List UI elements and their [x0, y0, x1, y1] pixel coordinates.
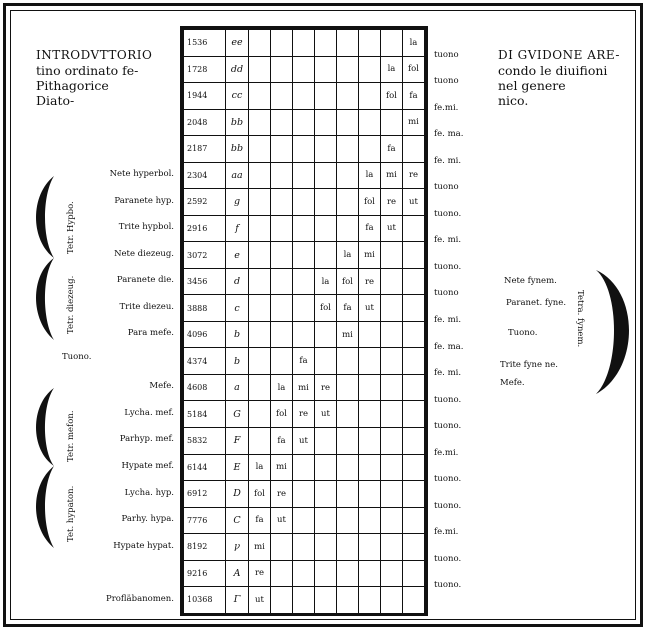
ratio-number: 4608	[184, 374, 226, 401]
note-name: Trite diezeu.	[119, 301, 174, 312]
gamut-letter: bb	[226, 136, 249, 163]
interval-label: tuono.	[434, 208, 462, 219]
solmization-cell: fa	[337, 295, 359, 322]
note-name: Para mefe.	[127, 328, 174, 339]
note-name: Trite hypbol.	[118, 222, 174, 233]
gamut-letter: C	[226, 507, 249, 534]
solmization-cell: re	[271, 481, 293, 508]
gamut-letter: cc	[226, 83, 249, 110]
solmization-cell: la	[315, 268, 337, 295]
solmization-cell: re	[359, 268, 381, 295]
solmization-cell: fa	[381, 136, 403, 163]
gamut-letter: Γ	[226, 587, 249, 614]
syn-mefe: Mefe.	[500, 378, 525, 388]
solmization-cell: la	[359, 162, 381, 189]
solmization-cell: mi	[381, 162, 403, 189]
interval-label: fe. mi.	[434, 315, 462, 325]
solmization-cell: fol	[381, 83, 403, 110]
solmization-cell: fol	[403, 56, 425, 83]
gamut-letter: ee	[226, 30, 249, 57]
ratio-number: 1728	[184, 56, 226, 83]
solmization-cell: ut	[315, 401, 337, 428]
ratio-number: 1536	[184, 30, 226, 57]
solmization-cell: la	[403, 30, 425, 57]
ratio-number: 3072	[184, 242, 226, 269]
title-left-line: INTRODVTTORIO	[36, 48, 153, 62]
note-name: Profläbanomen.	[105, 593, 174, 604]
title-right-line: nico.	[498, 93, 529, 108]
ratio-number: 6144	[184, 454, 226, 481]
bracket-synemmenon	[596, 270, 629, 394]
gamut-letter: f	[226, 215, 249, 242]
solmization-cell: la	[381, 56, 403, 83]
interval-label: tuono.	[434, 580, 462, 591]
solmization-cell: mi	[249, 534, 271, 561]
ratio-number: 10368	[184, 587, 226, 614]
interval-label: tuono.	[434, 394, 462, 405]
bracket-meson	[36, 388, 54, 466]
solmization-cell: fol	[337, 268, 359, 295]
note-name: Mefe.	[149, 381, 174, 392]
solmization-cell: la	[249, 454, 271, 481]
interval-label: fe. mi.	[434, 235, 462, 246]
note-name: Nete hyperbol.	[109, 169, 174, 179]
title-left-line: tino ordinato fe-	[36, 63, 139, 78]
solmization-cell: re	[315, 374, 337, 401]
gamut-letter: A	[226, 560, 249, 587]
solmization-cell: mi	[293, 374, 315, 401]
gamut-letter: b	[226, 348, 249, 375]
solmization-cell: mi	[403, 109, 425, 136]
solmization-cell: ut	[403, 189, 425, 216]
solmization-cell: mi	[271, 454, 293, 481]
note-name: Nete diezeug.	[114, 248, 174, 259]
interval-label: fe. ma.	[434, 129, 464, 140]
solmization-cell: fa	[271, 427, 293, 454]
interval-label: fe.mi.	[434, 447, 459, 458]
title-left-line: Diato-	[36, 93, 75, 108]
solmization-cell: fol	[249, 481, 271, 508]
note-name: Hypate hypat.	[113, 540, 174, 551]
note-name: Lycha. hyp.	[124, 487, 174, 498]
gamut-letter: E	[226, 454, 249, 481]
solmization-cell: fol	[315, 295, 337, 322]
ratio-number: 3456	[184, 268, 226, 295]
interval-label: tuono	[434, 288, 459, 299]
ratio-number: 2916	[184, 215, 226, 242]
gamut-letter: e	[226, 242, 249, 269]
solmization-cell: re	[293, 401, 315, 428]
solmization-cell: fa	[249, 507, 271, 534]
gamut-letter: c	[226, 295, 249, 322]
syn-trite: Trite fyne ne.	[500, 360, 558, 370]
gamut-letter: a	[226, 374, 249, 401]
syn-paranete: Paranet. fyne.	[506, 298, 567, 308]
interval-label: tuono.	[434, 500, 462, 511]
interval-label: tuono	[434, 182, 459, 193]
interval-label: tuono.	[434, 261, 462, 272]
interval-label: tuono.	[434, 553, 462, 564]
tetr-meson-label: Tetr. mefon.	[66, 410, 76, 462]
interval-label: tuono	[434, 49, 459, 60]
tuono-free-label: Tuono.	[62, 352, 92, 362]
ratio-number: 4374	[184, 348, 226, 375]
solmization-cell: ut	[249, 587, 271, 614]
bracket-hyperbolaion	[36, 176, 54, 258]
solmization-cell: fol	[359, 189, 381, 216]
solmization-cell: la	[271, 374, 293, 401]
interval-label: tuono.	[434, 474, 462, 485]
tetr-diezeugmenon-label: Tetr. diezeug.	[66, 275, 76, 334]
gamut-letter: g	[226, 189, 249, 216]
interval-label: fe. mi.	[434, 155, 462, 166]
gamut-letter: D	[226, 481, 249, 508]
ratio-number: 5184	[184, 401, 226, 428]
gamut-letter: G	[226, 401, 249, 428]
ratio-number: 2187	[184, 136, 226, 163]
syn-tuono: Tuono.	[508, 328, 538, 338]
gamut-letter: dd	[226, 56, 249, 83]
interval-label: fe.mi.	[434, 102, 459, 113]
gamut-letter: aa	[226, 162, 249, 189]
tetr-hypaton-label: Tet. hypaton.	[66, 485, 76, 542]
gamut-letter: bb	[226, 109, 249, 136]
interval-label: tuono.	[434, 421, 462, 432]
solmization-cell: re	[249, 560, 271, 587]
solmization-cell: fa	[293, 348, 315, 375]
ratio-number: 2304	[184, 162, 226, 189]
bracket-hypaton	[36, 466, 54, 548]
gamut-letter: b	[226, 321, 249, 348]
gamut-letter: F	[226, 427, 249, 454]
interval-label: fe. ma.	[434, 341, 464, 352]
note-name: Parhy. hypa.	[121, 514, 174, 525]
ratio-number: 8192	[184, 534, 226, 561]
note-name: Paranete die.	[116, 275, 174, 286]
solmization-cell: re	[403, 162, 425, 189]
bracket-diezeugmenon	[36, 258, 54, 340]
solmization-cell: ut	[271, 507, 293, 534]
ratio-number: 7776	[184, 507, 226, 534]
interval-label: tuono	[434, 76, 459, 87]
syn-tetrachord-label: Tetra. fynem.	[575, 290, 585, 348]
solmization-cell: fa	[403, 83, 425, 110]
ratio-number: 6912	[184, 481, 226, 508]
solmization-cell: la	[337, 242, 359, 269]
ratio-number: 3888	[184, 295, 226, 322]
ratio-number: 4096	[184, 321, 226, 348]
ratio-number: 2592	[184, 189, 226, 216]
syn-nete: Nete fynem.	[504, 276, 557, 286]
ratio-number: 2048	[184, 109, 226, 136]
note-name: Paranete hyp.	[114, 195, 174, 206]
solmization-cell: ut	[381, 215, 403, 242]
interval-label: fe. mi.	[434, 368, 462, 379]
ratio-number: 5832	[184, 427, 226, 454]
solmization-cell: ut	[293, 427, 315, 454]
tetr-hyperbolaion-label: Tetr. Hypbo.	[66, 201, 76, 254]
solmization-cell: re	[381, 189, 403, 216]
note-name: Hypate mef.	[121, 461, 174, 471]
solmization-cell: mi	[337, 321, 359, 348]
title-left-line: Pithagorice	[36, 78, 109, 93]
title-right-line: DI GVIDONE ARE-	[498, 48, 620, 62]
ratio-number: 1944	[184, 83, 226, 110]
ratio-number: 9216	[184, 560, 226, 587]
note-name: Lycha. mef.	[124, 407, 174, 418]
solmization-cell: fa	[359, 215, 381, 242]
solmization-cell: mi	[359, 242, 381, 269]
gamut-letter: d	[226, 268, 249, 295]
interval-label: fe.mi.	[434, 527, 459, 538]
note-name: Parhyp. mef.	[119, 434, 174, 445]
solmization-cell: ut	[359, 295, 381, 322]
title-right-line: condo le diuifioni	[498, 63, 608, 78]
title-right-line: nel genere	[498, 78, 566, 93]
solmization-cell: fol	[271, 401, 293, 428]
gamut-letter: ꝩ	[226, 534, 249, 561]
